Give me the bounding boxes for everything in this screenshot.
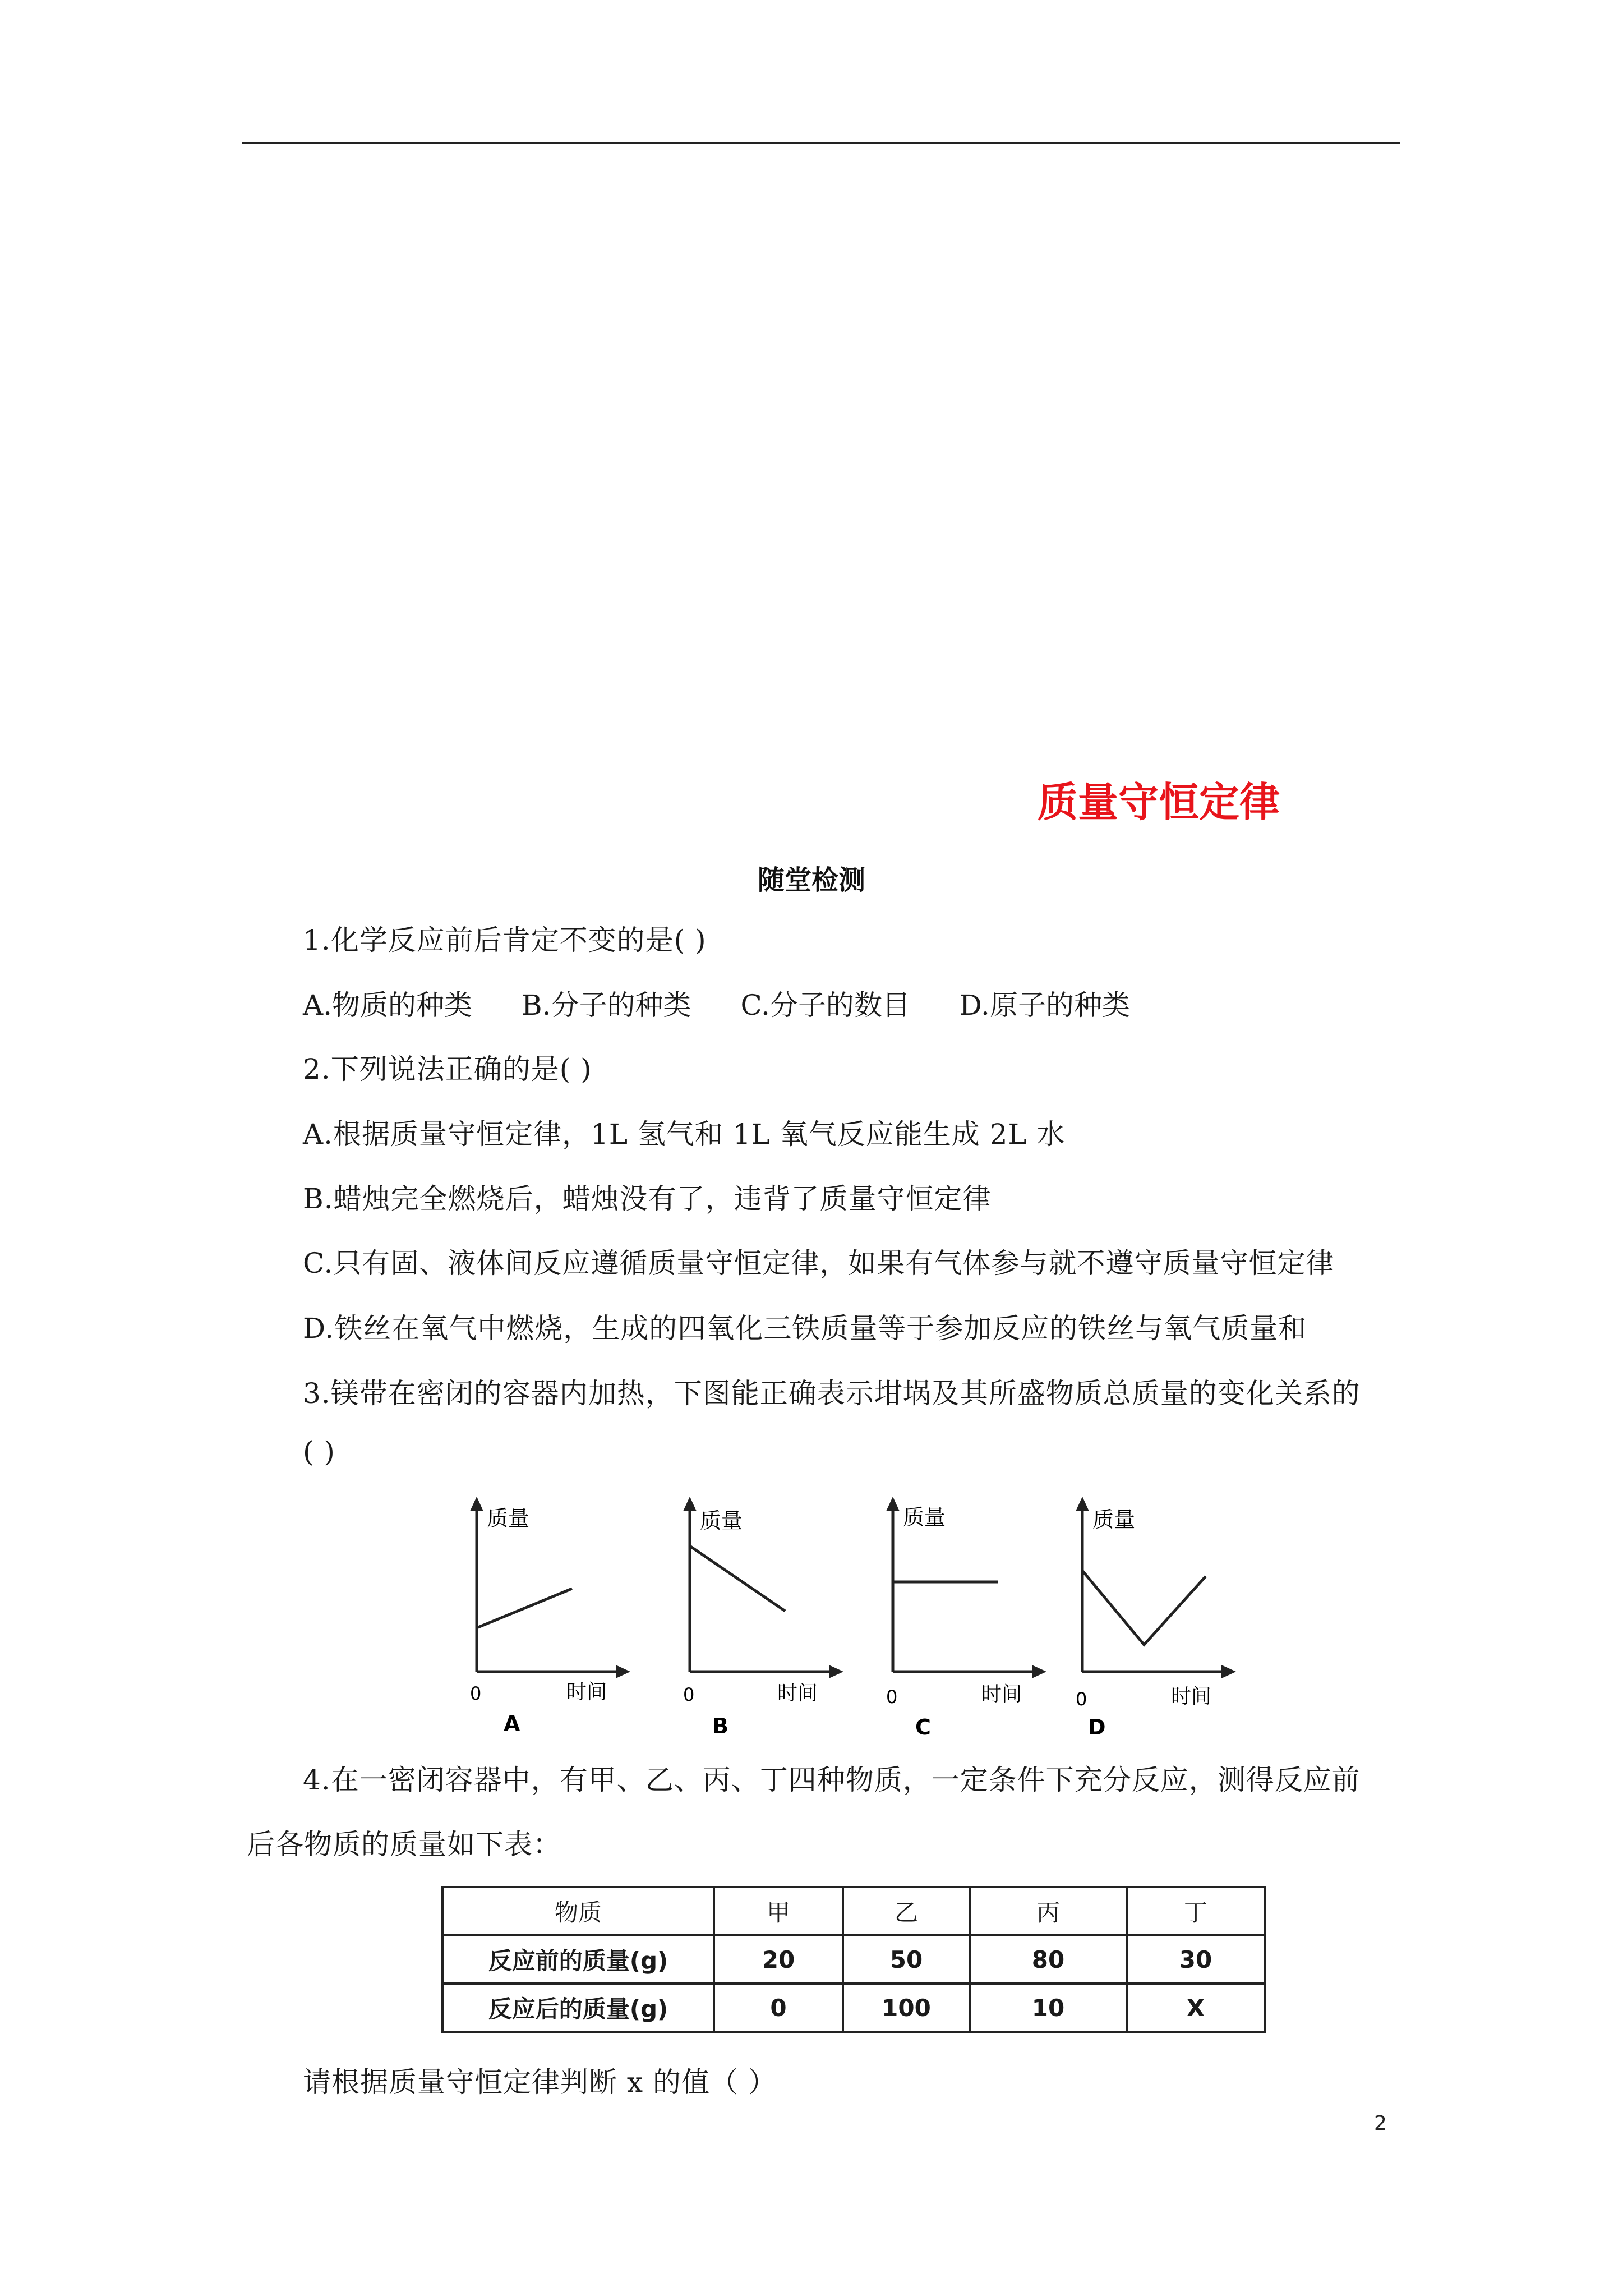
q3-stem-line1: 3.镁带在密闭的容器内加热，下图能正确表示坩埚及其所盛物质总质量的变化关系的: [303, 1377, 1361, 1410]
graph-d-caption: D: [1088, 1715, 1106, 1739]
table-header-cell: 乙: [843, 1887, 970, 1935]
table-cell: 反应前的质量(g): [442, 1935, 714, 1984]
q4-question: 请根据质量守恒定律判断 x 的值（ ）: [303, 2066, 777, 2099]
page-number: 2: [1374, 2112, 1387, 2135]
table-header-cell: 甲: [714, 1887, 843, 1935]
table-cell: 80: [970, 1935, 1127, 1984]
q2-option-c: C.只有固、液体间反应遵循质量守恒定律，如果有气体参与就不遵守质量守恒定律: [303, 1247, 1335, 1280]
q2-option-d: D.铁丝在氧气中燃烧，生成的四氧化三铁质量等于参加反应的铁丝与氧气质量和: [303, 1312, 1307, 1345]
graph-c: [854, 1492, 1055, 1739]
graph-b: [651, 1492, 852, 1739]
q1-option-d: D.原子的种类: [959, 989, 1130, 1022]
document-title: 质量守恒定律: [1038, 779, 1280, 826]
table-cell: 100: [843, 1984, 970, 2032]
graph-d: [1043, 1492, 1245, 1739]
q3-graphs: [437, 1492, 1245, 1739]
table-cell: 20: [714, 1935, 843, 1984]
table-cell: 10: [970, 1984, 1127, 2032]
graph-a: [437, 1492, 639, 1739]
graph-b-caption: B: [712, 1714, 728, 1738]
table-header-row: [442, 1887, 1265, 1935]
graph-b-origin: 0: [683, 1684, 695, 1705]
graph-d-x-label: 时间: [1171, 1685, 1212, 1708]
table-cell: 30: [1127, 1935, 1265, 1984]
table-cell: 反应后的质量(g): [442, 1984, 714, 2032]
q1-option-b: B.分子的种类: [521, 989, 691, 1022]
table-row: [442, 1984, 1265, 2032]
graph-b-x-label: 时间: [777, 1682, 818, 1705]
q3-stem-line2: ( ): [303, 1435, 335, 1468]
table-cell: 0: [714, 1984, 843, 2032]
graph-a-y-label: 质量: [487, 1506, 530, 1531]
table-header-cell: 物质: [442, 1887, 714, 1935]
q4-stem-line1: 4.在一密闭容器中，有甲、乙、丙、丁四种物质，一定条件下充分反应，测得反应前: [303, 1764, 1361, 1796]
graph-d-y-label: 质量: [1092, 1507, 1136, 1532]
q2-stem: 2.下列说法正确的是( ): [303, 1053, 592, 1085]
q1-options: [303, 983, 1170, 1023]
graph-a-caption: A: [504, 1711, 520, 1736]
graph-a-origin: 0: [470, 1683, 482, 1704]
graph-c-caption: C: [915, 1715, 931, 1739]
table-cell: 50: [843, 1935, 970, 1984]
graph-d-origin: 0: [1076, 1688, 1087, 1710]
q1-option-a: A.物质的种类: [303, 989, 473, 1022]
graph-c-y-label: 质量: [903, 1505, 946, 1530]
table-row: [442, 1935, 1265, 1984]
q4-stem-line2: 后各物质的质量如下表：: [247, 1828, 561, 1861]
header-rule: [242, 142, 1400, 144]
graph-a-x-label: 时间: [566, 1681, 607, 1704]
section-heading: 随堂检测: [757, 864, 865, 896]
graph-b-y-label: 质量: [700, 1508, 743, 1533]
table-header-cell: 丙: [970, 1887, 1127, 1935]
q2-option-a: A.根据质量守恒定律，1L 氢气和 1L 氧气反应能生成 2L 水: [303, 1118, 1066, 1151]
table-header-cell: 丁: [1127, 1887, 1265, 1935]
q1-stem: 1.化学反应前后肯定不变的是( ): [303, 924, 707, 956]
graph-c-x-label: 时间: [981, 1683, 1022, 1706]
graph-c-origin: 0: [886, 1686, 898, 1708]
table-cell: X: [1127, 1984, 1265, 2032]
q4-table: [441, 1886, 1266, 2033]
q2-option-b: B.蜡烛完全燃烧后，蜡烛没有了，违背了质量守恒定律: [303, 1182, 992, 1215]
q1-option-c: C.分子的数目: [740, 989, 910, 1022]
